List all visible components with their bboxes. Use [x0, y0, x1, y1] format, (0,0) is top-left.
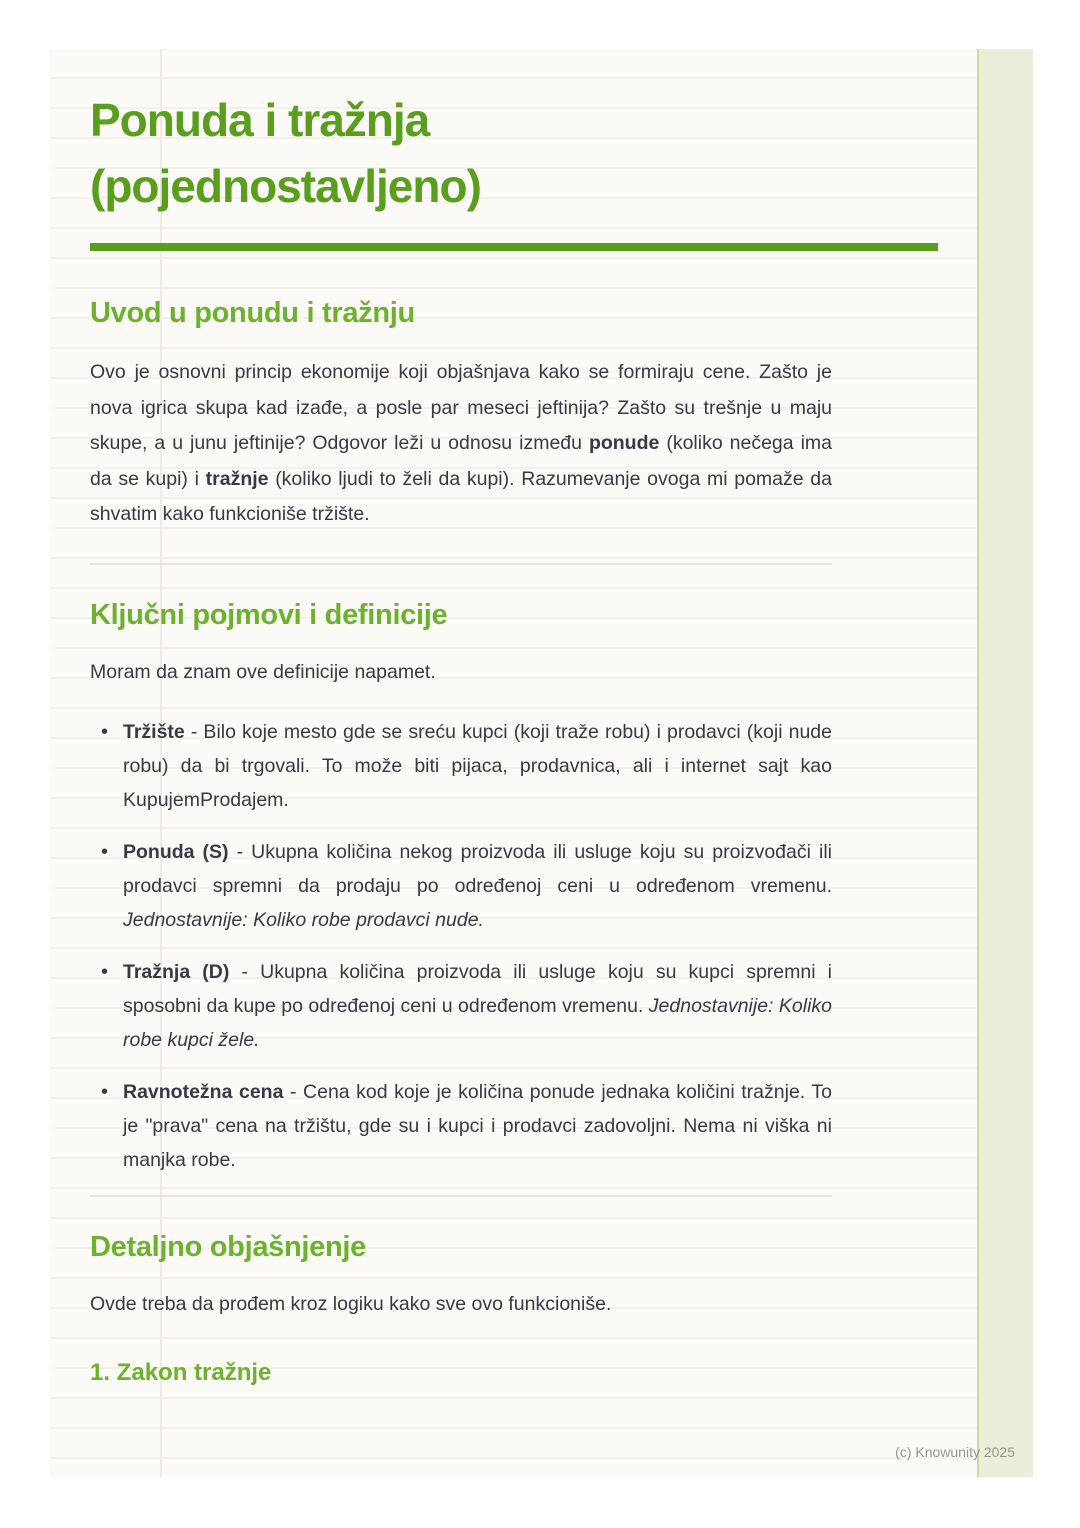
bold-term: Tržište — [123, 721, 185, 743]
details-intro: Ovde treba da prođem kroz logiku kako sve ovo funkcioniše. — [90, 1293, 612, 1315]
definition-item — [90, 1075, 832, 1177]
section-heading-intro: Uvod u ponudu i tražnju — [90, 297, 415, 329]
bold-term: Ravnotežna cena — [123, 1081, 284, 1103]
bold-term: ponude — [588, 432, 660, 454]
page-title — [90, 87, 832, 219]
text-run: (koliko ljudi to želi da kupi). Razumevanje ovoga mi pomaže da shvatim kako funkcioniše tržište. — [90, 467, 832, 525]
definitions-list — [90, 715, 832, 1177]
text-run: - Cena kod koje je količina ponude jednaka količini tražnje. To je "prava" cena na tržištu, gde su i kupci i prodavci zadovoljni. Nema ni viška ni manjka robe. — [123, 1081, 832, 1171]
text-run: - Bilo koje mesto gde se sreću kupci (koji traže robu) i prodavci (koji nude robu) da bi trgovali. To može biti pijaca, prodavnica, ali i internet sajt kao KupujemProdajem. — [123, 721, 832, 811]
page-accent-stripe — [977, 49, 1033, 1477]
bold-term: Ponuda (S) — [123, 841, 229, 863]
definition-item — [90, 835, 832, 937]
key-terms-intro: Moram da znam ove definicije napamet. — [90, 660, 436, 683]
notes-page — [50, 49, 1033, 1477]
section-heading-details: Detaljno objašnjenje — [90, 1231, 366, 1263]
text-run: (koliko nečega ima da se kupi) i — [90, 432, 833, 490]
title-underline-rule — [90, 243, 938, 251]
section-heading-key-terms: Ključni pojmovi i definicije — [90, 598, 448, 631]
bold-term: Tražnja (D) — [123, 961, 230, 983]
section-divider — [90, 563, 832, 565]
text-run: - Ukupna količina nekog proizvoda ili usluge koju su proizvođači ili prodavci spremni da prodaju po određenoj ceni u određenom vremenu. — [123, 841, 832, 897]
subsection-heading-law-of-demand: 1. Zakon tražnje — [90, 1358, 272, 1386]
definition-item — [90, 715, 832, 817]
page-title-line-1: Ponuda i tražnja — [90, 94, 430, 146]
italic-note: Jednostavnije: Koliko robe kupci žele. — [123, 995, 832, 1051]
text-run: - Ukupna količina proizvoda ili usluge koju su kupci spremni i sposobni da kupe po određenoj ceni u određenom vremenu. — [123, 961, 833, 1017]
bold-term: tražnje — [205, 467, 269, 490]
italic-note: Jednostavnije: Koliko robe prodavci nude. — [123, 909, 484, 931]
copyright-footer: (c) Knowunity 2025 — [895, 1444, 1015, 1460]
section-divider — [90, 1195, 832, 1197]
page-content — [90, 49, 832, 1388]
definition-item — [90, 955, 832, 1057]
text-run: Ovo je osnovni princip ekonomije koji objašnjava kako se formiraju cene. Zašto je nova igrica skupa kad izađe, a posle par meseci jeftinija? Zašto su trešnje u maju skupe, a u junu jeftinije? Odgovor leži u odnosu između — [90, 361, 832, 454]
page-title-line-2: (pojednostavljeno) — [90, 160, 481, 212]
intro-paragraph — [90, 355, 832, 533]
